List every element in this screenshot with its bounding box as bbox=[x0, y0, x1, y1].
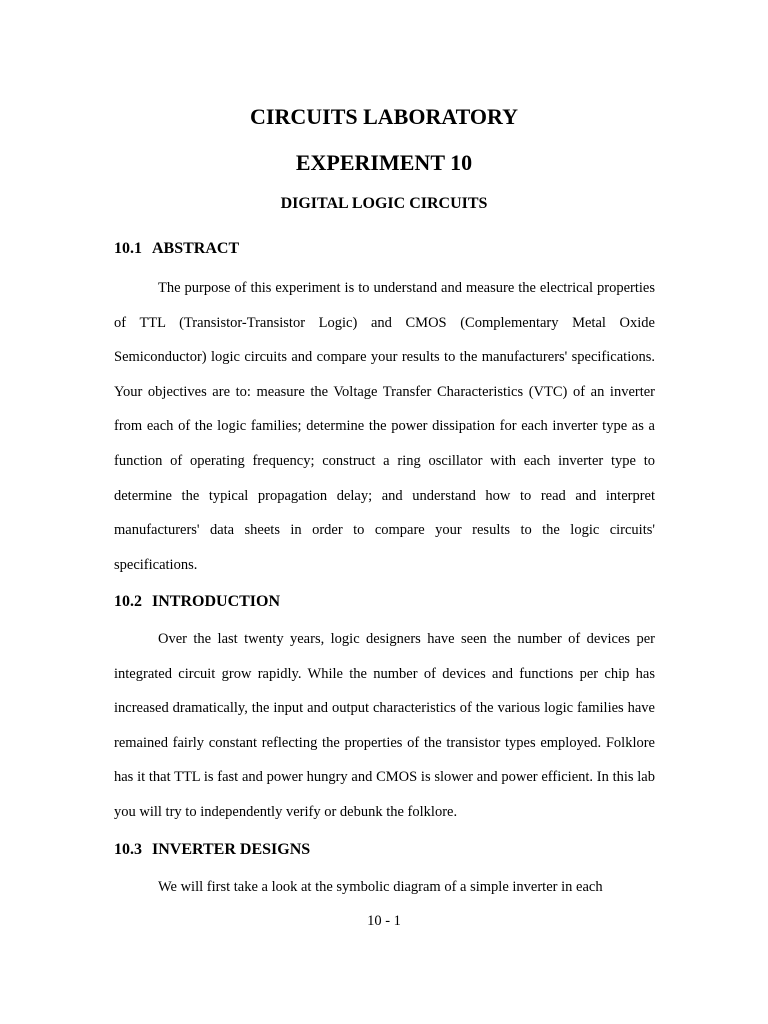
section-heading-inverter-designs bbox=[114, 841, 310, 859]
section-number: 10.1 bbox=[114, 240, 142, 257]
section-title: INVERTER DESIGNS bbox=[152, 841, 311, 858]
section-title: ABSTRACT bbox=[152, 240, 240, 257]
experiment-subtitle: DIGITAL LOGIC CIRCUITS bbox=[280, 195, 488, 212]
inverter-designs-paragraph: We will first take a look at the symbolic diagram of a simple inverter in each bbox=[158, 879, 603, 895]
section-title: INTRODUCTION bbox=[152, 593, 281, 610]
experiment-number: EXPERIMENT 10 bbox=[295, 150, 473, 175]
section-number: 10.2 bbox=[114, 593, 142, 610]
page-number: 10 - 1 bbox=[367, 913, 401, 929]
section-heading-abstract bbox=[114, 240, 239, 258]
abstract-paragraph: The purpose of this experiment is to understand and measure the electrical properties of TTL (Transistor-Transistor Logic) and CMOS (Complementary Metal Oxide Semiconductor) logic circuits and compare your results to the manufacturers' specifications. Your objectives are to: measure the Voltage Transfer Characteristics (VTC) of an inverter from each of the logic families; determine the power dissipation for each inverter type as a function of operating frequency; construct a ring oscillator with each inverter type to determine the typical propagation delay; and understand how to read and interpret manufacturers' data sheets in order to compare your results to the logic circuits' specifications. bbox=[114, 280, 655, 573]
section-number: 10.3 bbox=[114, 841, 142, 858]
document-title: CIRCUITS LABORATORY bbox=[250, 104, 518, 129]
section-heading-introduction bbox=[114, 593, 280, 611]
introduction-paragraph: Over the last twenty years, logic designers have seen the number of devices per integrated circuit grow rapidly. While the number of devices and functions per chip has increased dramatically, the input and output characteristics of the various logic families have remained fairly constant reflecting the properties of the transistor types employed. Folklore has it that TTL is fast and power hungry and CMOS is slower and power efficient. In this lab you will try to independently verify or debunk the folklore. bbox=[114, 631, 655, 820]
